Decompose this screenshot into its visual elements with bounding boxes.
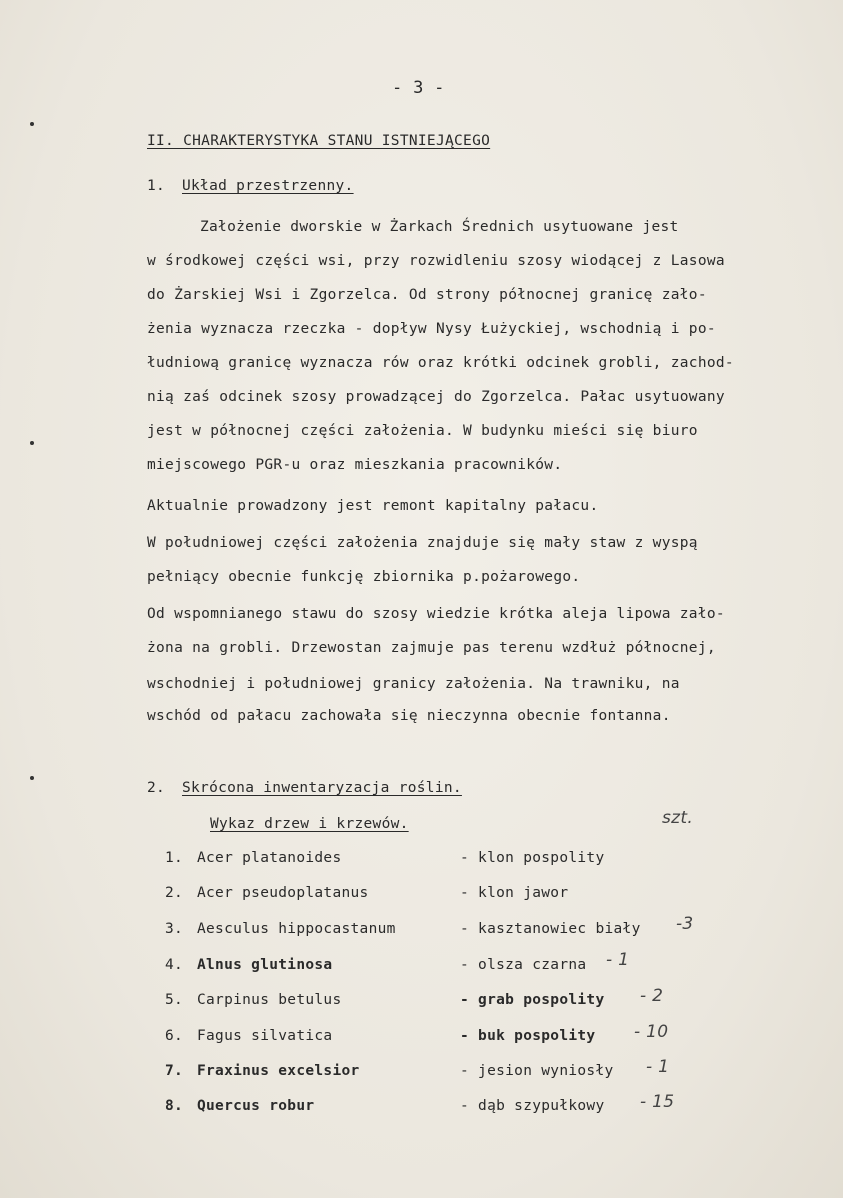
section-title: II. CHARAKTERYSTYKA STANU ISTNIEJĄCEGO	[147, 133, 491, 149]
item-polish: - jesion wyniosły	[460, 1063, 614, 1079]
item-polish: - buk pospolity	[460, 1028, 596, 1044]
body-line: jest w północnej części założenia. W budynku mieści się biuro	[147, 423, 698, 439]
body-line: wschodniej i południowej granicy założenia. Na trawniku, na	[147, 676, 680, 692]
item-count: - 15	[640, 1092, 675, 1112]
page-number: - 3 -	[392, 78, 445, 98]
item-num: 8.	[165, 1098, 184, 1114]
item-polish: - olsza czarna	[460, 957, 587, 973]
item-latin: Fraxinus excelsior	[197, 1063, 360, 1079]
body-line: nią zaś odcinek szosy prowadzącej do Zgorzelca. Pałac usytuowany	[147, 389, 725, 405]
item-count: - 10	[634, 1022, 669, 1042]
item-polish: - grab pospolity	[460, 992, 605, 1008]
body-line: miejscowego PGR-u oraz mieszkania pracowników.	[147, 457, 563, 473]
body-line: Założenie dworskie w Żarkach Średnich usytuowane jest	[200, 219, 679, 235]
body-line: w środkowej części wsi, przy rozwidleniu szosy wiodącej z Lasowa	[147, 253, 725, 269]
item-latin: Acer pseudoplatanus	[197, 885, 369, 901]
body-line: do Żarskiej Wsi i Zgorzelca. Od strony północnej granicę zało-	[147, 287, 707, 303]
item-polish: - klon pospolity	[460, 850, 605, 866]
item-num: 6.	[165, 1028, 184, 1044]
item-count: - 2	[640, 986, 664, 1006]
item-latin: Alnus glutinosa	[197, 957, 333, 973]
item-latin: Aesculus hippocastanum	[197, 921, 396, 937]
item-count: -3	[676, 914, 694, 934]
item-latin: Fagus silvatica	[197, 1028, 333, 1044]
body-line: żenia wyznacza rzeczka - dopływ Nysy Łużyckiej, wschodnią i po-	[147, 321, 716, 337]
item-count: - 1	[646, 1057, 670, 1077]
item-polish: - klon jawor	[460, 885, 569, 901]
item-latin: Carpinus betulus	[197, 992, 342, 1008]
margin-dot	[30, 122, 34, 126]
item-latin: Acer platanoides	[197, 850, 342, 866]
item-latin: Quercus robur	[197, 1098, 315, 1114]
item-count: - 1	[606, 950, 630, 970]
subsection1-heading-num: 1.	[147, 178, 166, 194]
body-line: żona na grobli. Drzewostan zajmuje pas terenu wzdłuż północnej,	[147, 640, 716, 656]
list-heading: Wykaz drzew i krzewów.	[210, 816, 409, 832]
body-line: wschód od pałacu zachowała się nieczynna obecnie fontanna.	[147, 708, 671, 724]
margin-dot	[30, 441, 34, 445]
body-line: łudniową granicę wyznacza rów oraz krótki odcinek grobli, zachod-	[147, 355, 734, 371]
item-num: 7.	[165, 1063, 184, 1079]
item-num: 4.	[165, 957, 184, 973]
body-line: W południowej części założenia znajduje się mały staw z wyspą	[147, 535, 698, 551]
subsection1-heading: Układ przestrzenny.	[182, 178, 354, 194]
margin-dot	[30, 776, 34, 780]
item-num: 2.	[165, 885, 184, 901]
subsection2-heading-num: 2.	[147, 780, 166, 796]
body-line: Od wspomnianego stawu do szosy wiedzie krótka aleja lipowa zało-	[147, 606, 725, 622]
body-line: pełniący obecnie funkcję zbiornika p.pożarowego.	[147, 569, 581, 585]
handwritten-count-header: szt.	[662, 808, 694, 828]
item-num: 3.	[165, 921, 184, 937]
item-num: 5.	[165, 992, 184, 1008]
item-num: 1.	[165, 850, 184, 866]
body-line: Aktualnie prowadzony jest remont kapitalny pałacu.	[147, 498, 599, 514]
subsection2-heading: Skrócona inwentaryzacja roślin.	[182, 780, 462, 796]
item-polish: - kasztanowiec biały	[460, 921, 641, 937]
item-polish: - dąb szypułkowy	[460, 1098, 605, 1114]
